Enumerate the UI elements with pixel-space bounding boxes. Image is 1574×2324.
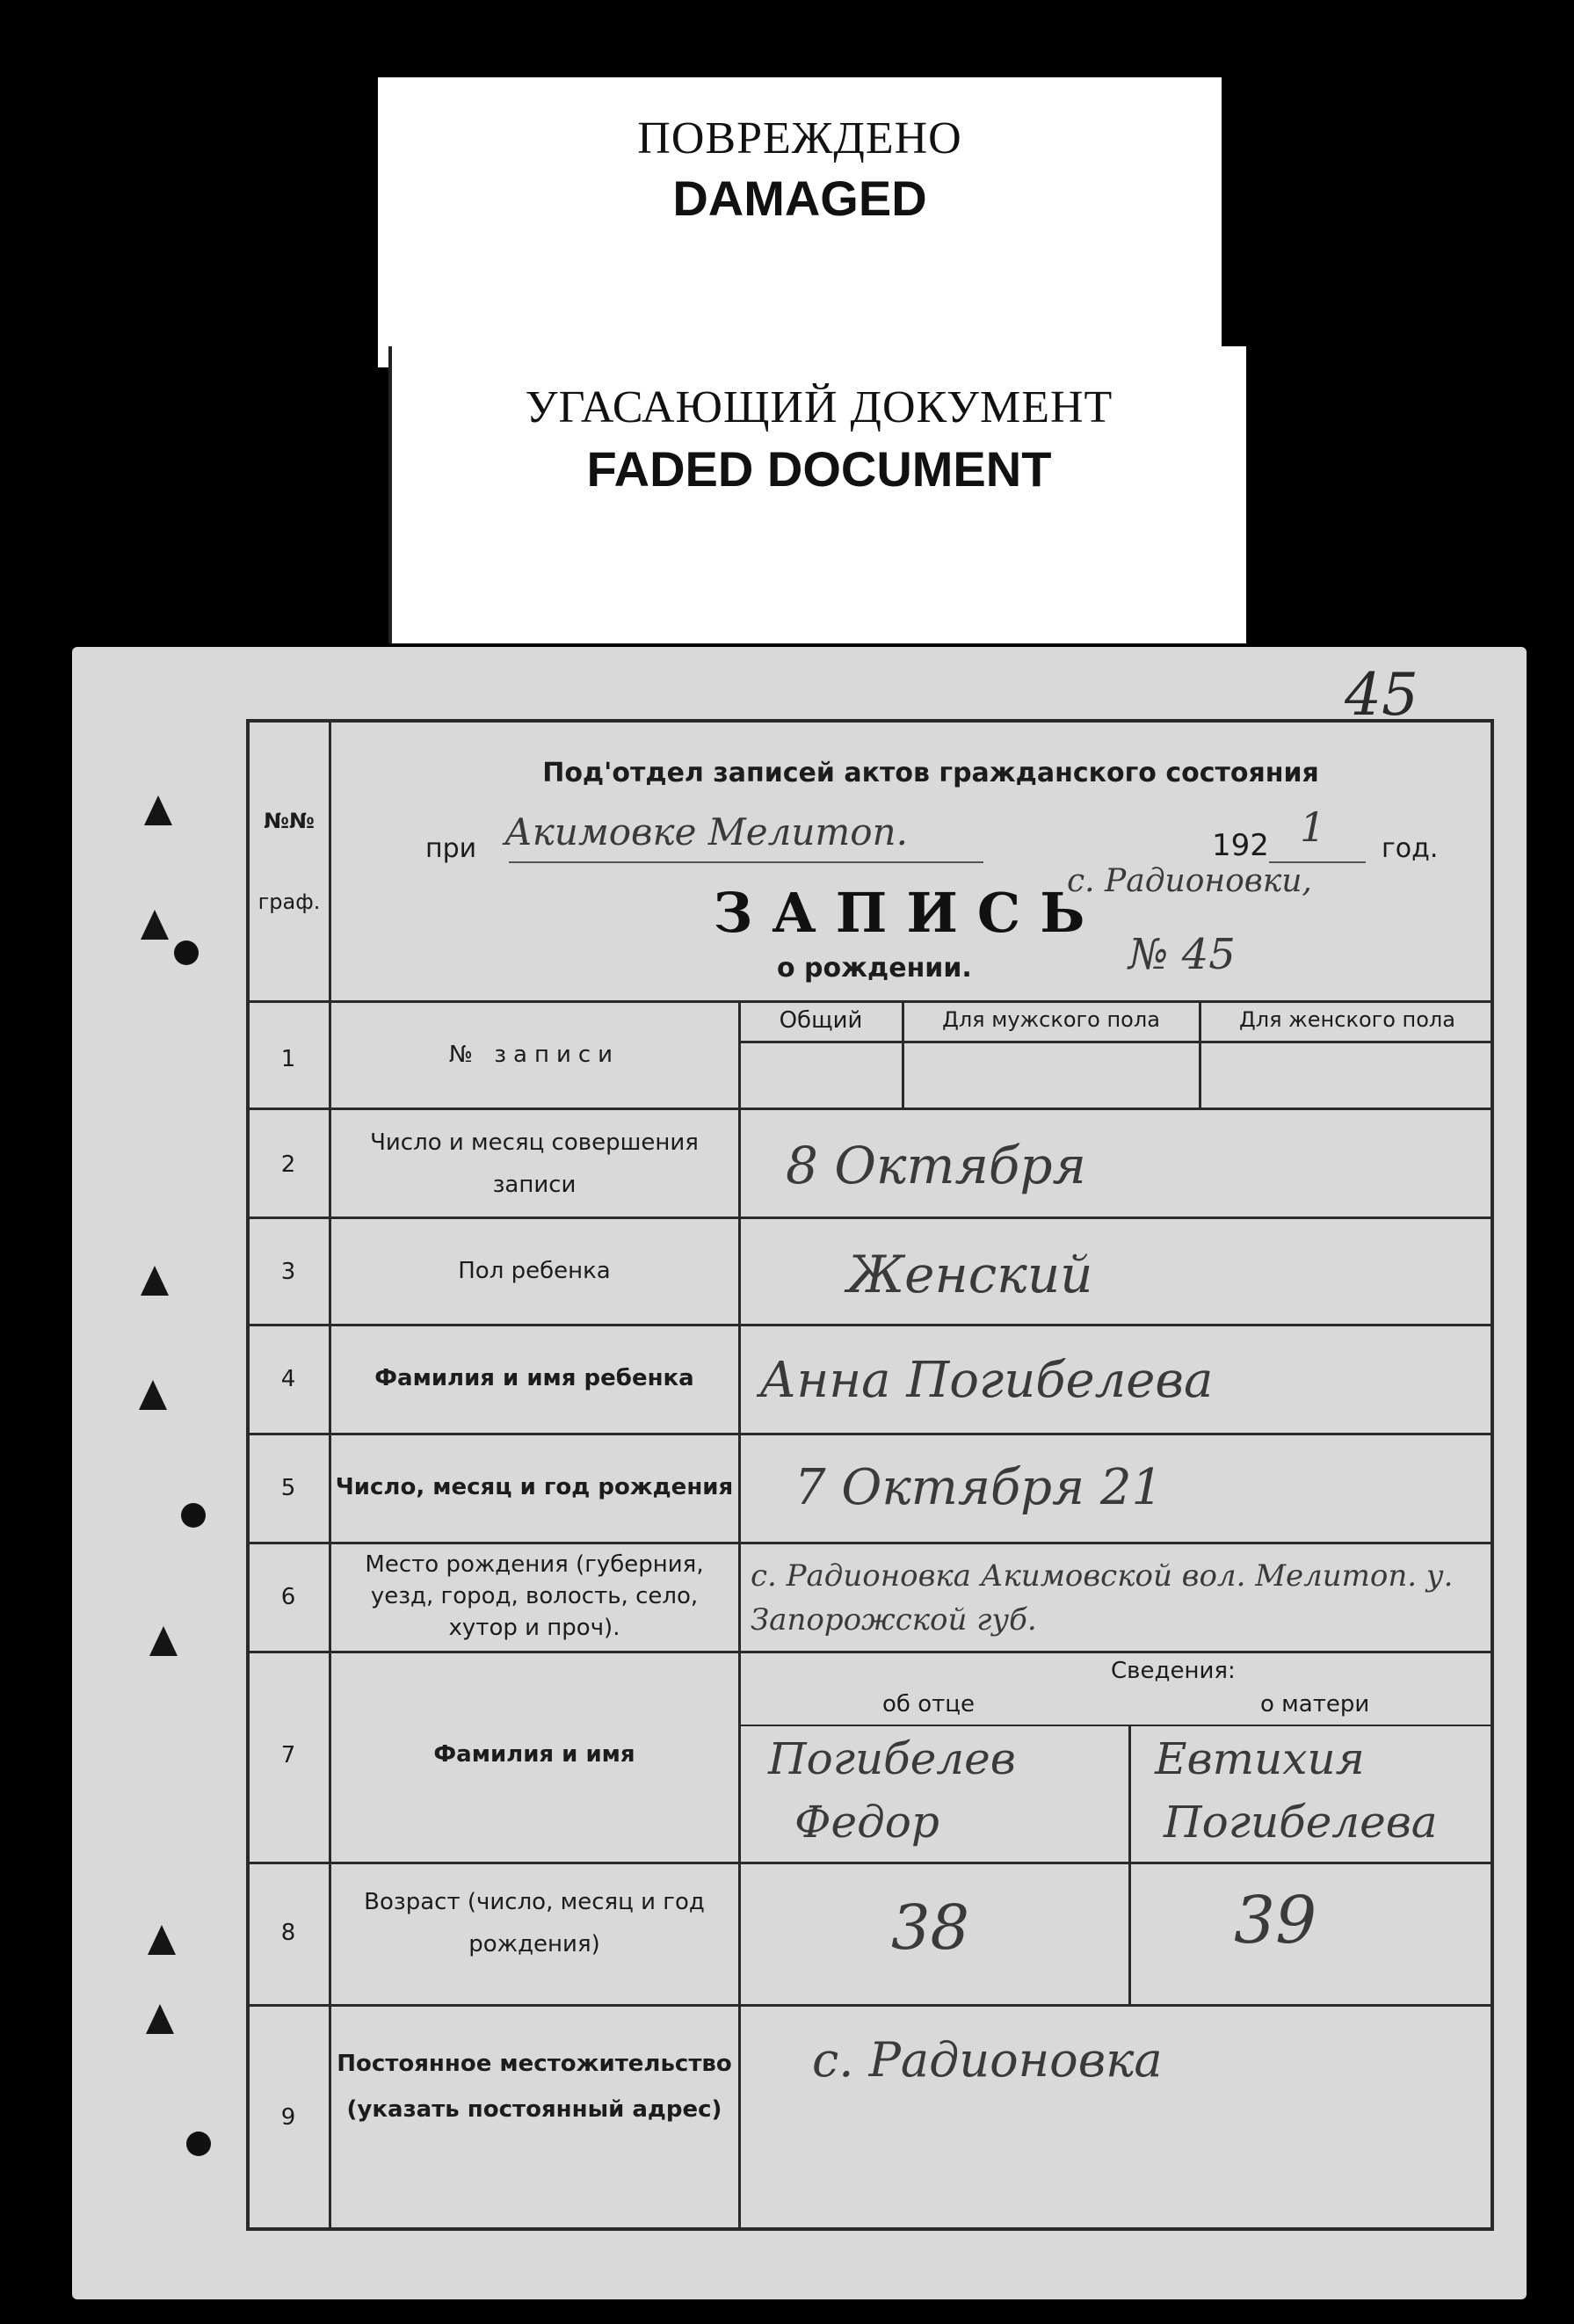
residence-value: с. Радионовка: [812, 2032, 1163, 2088]
row-label: Фамилия и имя: [433, 1741, 635, 1768]
row-label: Место рождения (губерния, уезд, город, волость, село, хутор и проч).: [365, 1551, 704, 1641]
father-header: об отце: [882, 1691, 975, 1718]
column-common: Общий: [779, 1007, 863, 1034]
year-handwritten: 1: [1300, 803, 1326, 851]
record-date-value: 8 Октября: [786, 1136, 1086, 1195]
svedeniya-label: Сведения:: [1111, 1658, 1236, 1684]
faded-label-en: FADED DOCUMENT: [586, 441, 1052, 497]
father-age: 38: [891, 1892, 970, 1964]
row-number: 1: [280, 1046, 296, 1072]
row-number: 8: [280, 1920, 296, 1946]
birth-place-value: с. Радионовка Акимовской вол. Мелитоп. у. Запорожской губ.: [751, 1558, 1454, 1638]
record-subtitle: о рождении.: [777, 953, 972, 984]
damaged-notice-slip: [378, 77, 1222, 367]
row-label: Число, месяц и год рождения: [335, 1474, 734, 1500]
child-sex-value: Женский: [847, 1245, 1093, 1304]
column-female: Для женского пола: [1239, 1007, 1455, 1032]
child-name-value: Анна Погибелева: [759, 1352, 1214, 1409]
mother-age: 39: [1234, 1883, 1317, 1958]
binding-tear-mark: [141, 910, 169, 940]
row-number: 3: [280, 1259, 296, 1285]
record-number-handwritten: № 45: [1128, 930, 1236, 979]
damaged-label-ru: ПОВРЕЖДЕНО: [637, 113, 962, 163]
row-label: Фамилия и имя ребенка: [374, 1365, 694, 1391]
father-first-name: Федор: [794, 1797, 939, 1848]
binding-tear-mark: [141, 1266, 169, 1296]
mother-header: о матери: [1260, 1691, 1370, 1718]
faded-notice-slip: [388, 346, 1246, 643]
binding-hole: [174, 940, 199, 965]
god-label: год.: [1382, 833, 1439, 864]
row-label: Постоянное местожительство (указать постоянный адрес): [337, 2051, 732, 2123]
column-header-graf: граф.: [257, 890, 321, 914]
row-number: 9: [280, 2104, 296, 2131]
row-label: № записи: [448, 1042, 620, 1068]
binding-tear-mark: [146, 2004, 174, 2034]
row-number: 4: [280, 1366, 296, 1392]
row-label: Пол ребенка: [458, 1258, 611, 1284]
binding-tear-mark: [144, 795, 172, 825]
mother-surname: Погибелева: [1164, 1797, 1438, 1848]
year-printed: 192: [1212, 828, 1269, 863]
birth-date-value: 7 Октября 21: [794, 1459, 1164, 1516]
village-note-handwritten: с. Радионовки,: [1067, 863, 1312, 899]
birth-record-form: [246, 719, 1494, 2231]
binding-tear-mark: [148, 1925, 176, 1955]
row-number: 6: [280, 1584, 296, 1610]
record-title: ЗАПИСЬ: [713, 881, 1105, 945]
mother-first-name: Евтихия: [1155, 1733, 1365, 1784]
binding-tear-mark: [139, 1380, 167, 1410]
pri-underline: [509, 861, 983, 863]
damaged-label-en: DAMAGED: [672, 171, 927, 226]
office-title: Под'отдел записей актов гражданского состояния: [542, 758, 1319, 788]
faded-label-ru: УГАСАЮЩИЙ ДОКУМЕНТ: [525, 382, 1113, 432]
binding-tear-mark: [149, 1626, 178, 1656]
row-number: 2: [280, 1151, 296, 1178]
binding-hole: [181, 1503, 206, 1528]
column-male: Для мужского пола: [942, 1007, 1160, 1032]
row-number: 5: [280, 1475, 296, 1501]
page-number: 45: [1345, 661, 1418, 729]
binding-hole: [186, 2132, 211, 2156]
row-label: Возраст (число, месяц и год рождения): [364, 1889, 705, 1957]
row-number: 7: [280, 1742, 296, 1768]
pri-handwritten: Акимовке Мелитоп.: [504, 810, 908, 853]
row-label: Число и месяц совершения записи: [370, 1129, 699, 1198]
father-surname: Погибелев: [768, 1733, 1016, 1784]
column-header-numbers: №№: [264, 809, 315, 833]
pri-label: при: [425, 833, 477, 864]
